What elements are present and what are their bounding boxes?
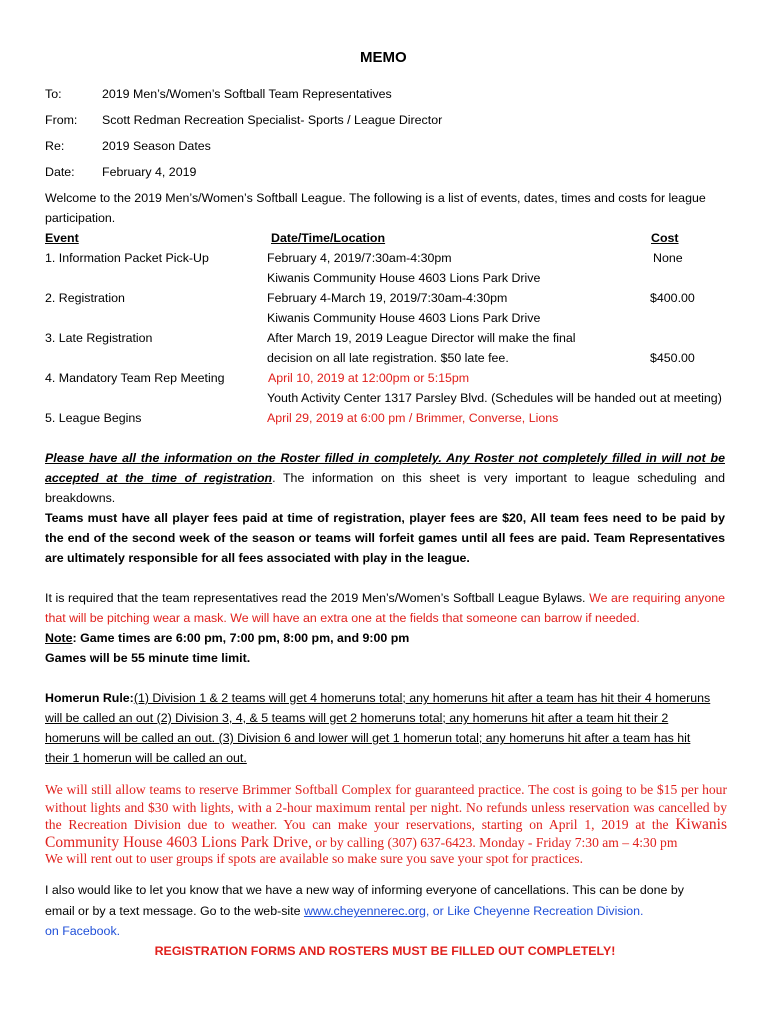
- intro-line2: participation.: [45, 211, 116, 225]
- homerun-text: (1) Division 1 & 2 teams will get 4 homeruns total; any homeruns hit after a team has hit their 4 homeruns will be called an out (2) Division 3, 4, & 5 teams will get 2 homeruns total; any homeruns hit after a team hit their 2 homeruns will be called an out. (3) Division 6 and lower will get 1 homerun total; any homeruns hit after a team has hit their 1 homerun will be called an out.: [45, 691, 711, 765]
- event-cost: None: [653, 251, 683, 265]
- event-location: Kiwanis Community House 4603 Lions Park Drive: [267, 271, 541, 285]
- event-location: Youth Activity Center 1317 Parsley Blvd. (Schedules will be handed out at meeting): [267, 391, 722, 405]
- roster-notice-emphasis: Please have all the information on the Roster filled in completely. Any Roster not completely filled in will not be accepted at the time of registration: [45, 451, 725, 485]
- practice-rental-note: We will rent out to user groups if spots are available so make sure you save your spot for practices.: [45, 851, 583, 866]
- event-name: 3. Late Registration: [45, 331, 153, 345]
- homerun-label: Homerun Rule:: [45, 691, 134, 705]
- practice-paragraph: [45, 781, 727, 851]
- event-datetime: February 4-March 19, 2019/7:30am-4:30pm: [267, 291, 508, 305]
- bylaws-text: It is required that the team representatives read the 2019 Men’s/Women’s Softball League Bylaws.: [45, 591, 590, 605]
- website-link[interactable]: www.cheyennerec.org: [303, 904, 426, 918]
- event-datetime: February 4, 2019/7:30am-4:30pm: [267, 251, 452, 265]
- re-label: Re:: [45, 139, 65, 153]
- time-limit-note: Games will be 55 minute time limit.: [45, 651, 251, 665]
- from-label: From:: [45, 113, 78, 127]
- practice-phone: or by calling (307) 637-6423. Monday - Friday 7:30 am – 4:30 pm: [311, 834, 678, 850]
- event-cost: $450.00: [650, 351, 695, 365]
- date-label: Date:: [45, 165, 75, 179]
- memo-title: MEMO: [360, 49, 407, 66]
- practice-location: Kiwanis Community House 4603 Lions Park Drive,: [45, 816, 727, 851]
- event-location: decision on all late registration. $50 late fee.: [267, 351, 509, 365]
- intro-line1: Welcome to the 2019 Men’s/Women’s Softball League. The following is a list of events, dates, times and costs for league: [45, 191, 706, 205]
- from-value: Scott Redman Recreation Specialist- Sports / League Director: [102, 113, 443, 127]
- cancellations-text: email or by a text message. Go to the web-site: [45, 904, 304, 918]
- cancellations-line2: [45, 901, 644, 921]
- cancellations-facebook: , or Like Cheyenne Recreation Division.: [425, 904, 644, 918]
- event-datetime: April 10, 2019 at 12:00pm or 5:15pm: [268, 371, 470, 385]
- game-times-note: [45, 628, 409, 648]
- events-header-cost: Cost: [651, 231, 679, 245]
- roster-notice: [45, 448, 725, 508]
- event-cost: $400.00: [650, 291, 695, 305]
- to-value: 2019 Men’s/Women’s Softball Team Representatives: [102, 87, 392, 101]
- to-label: To:: [45, 87, 62, 101]
- events-header-datetime: Date/Time/Location: [271, 231, 386, 245]
- roster-notice-rest: . The information on this sheet is very important to league scheduling and breakdowns.: [45, 471, 725, 505]
- event-location: Kiwanis Community House 4603 Lions Park Drive: [267, 311, 541, 325]
- final-notice: REGISTRATION FORMS AND ROSTERS MUST BE FILLED OUT COMPLETELY!: [154, 944, 616, 958]
- event-datetime: After March 19, 2019 League Director will make the final: [267, 331, 576, 345]
- re-value: 2019 Season Dates: [102, 139, 211, 153]
- events-header-event: Event: [45, 231, 79, 245]
- homerun-rule: [45, 688, 717, 768]
- event-name: 2. Registration: [45, 291, 125, 305]
- mask-notice: We are requiring anyone that will be pitching wear a mask. We will have an extra one at the fields that someone can barrow if needed.: [45, 591, 725, 625]
- fees-notice: Teams must have all player fees paid at time of registration, player fees are $20, All team fees need to be paid by the end of the second week of the season or teams will forfeit games until all fees are paid. Team Representatives are ultimately responsible for all fees associated with play in the league.: [45, 511, 725, 565]
- practice-text: We will still allow teams to reserve Brimmer Softball Complex for guaranteed practice. The cost is going to be $15 per hour without lights and $30 with lights, with a 2-hour maximum rental per night. No refunds unless reservation was cancelled by the Recreation Division due to weather. You can make your reservations, starting on April 1, 2019 at the: [45, 782, 727, 832]
- bylaws-paragraph: [45, 588, 725, 628]
- event-name: 4. Mandatory Team Rep Meeting: [45, 371, 225, 385]
- event-datetime: April 29, 2019 at 6:00 pm / Brimmer, Converse, Lions: [267, 411, 559, 425]
- date-value: February 4, 2019: [102, 165, 197, 179]
- cancellations-line1: I also would like to let you know that we have a new way of informing everyone of cancellations. This can be done by: [45, 883, 684, 897]
- note-text: : Game times are 6:00 pm, 7:00 pm, 8:00 pm, and 9:00 pm: [72, 631, 410, 645]
- note-label: Note: [45, 631, 73, 645]
- event-name: 5. League Begins: [45, 411, 142, 425]
- cancellations-line3: on Facebook.: [45, 924, 121, 938]
- event-name: 1. Information Packet Pick-Up: [45, 251, 209, 265]
